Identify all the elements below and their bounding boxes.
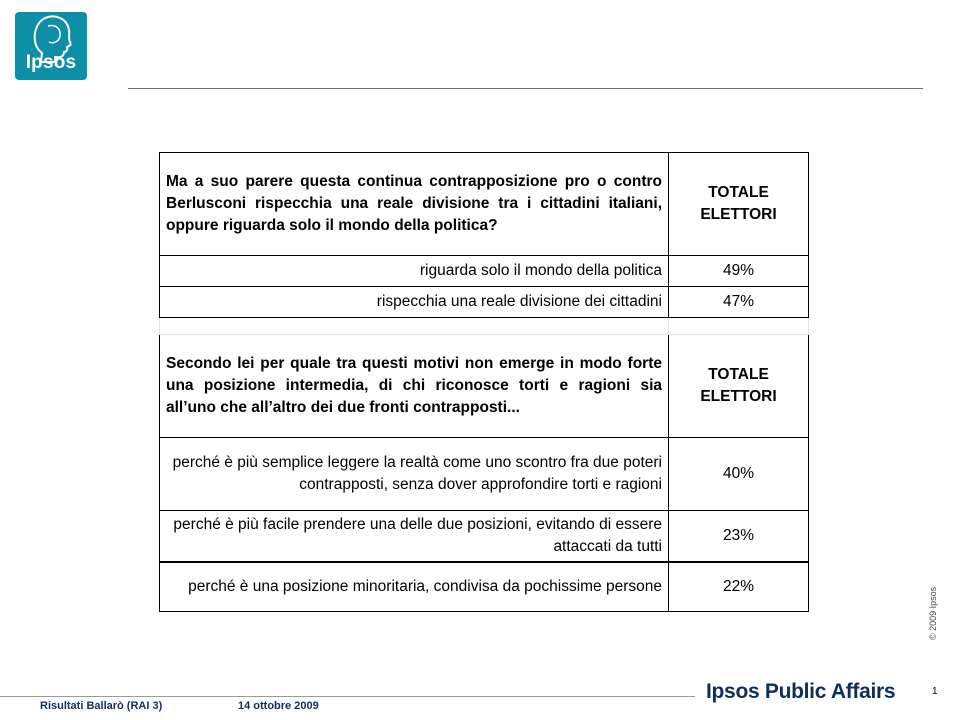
ipsos-logo: [15, 12, 87, 80]
page-number: 1: [932, 686, 938, 697]
table1-header-line2: ELETTORI: [700, 206, 777, 223]
table2-row3-label: perché è una posizione minoritaria, condivisa da pochissime persone: [160, 562, 669, 612]
table-row: [160, 511, 809, 563]
footer-source: Risultati Ballarò (RAI 3): [40, 700, 163, 712]
table2-row1-label: perché è più semplice leggere la realtà come uno scontro fra due poteri contrapposti, senza dover approfondire torti e ragioni: [160, 438, 669, 511]
footer-date: 14 ottobre 2009: [238, 700, 319, 712]
spacer-cell: [669, 318, 809, 335]
copyright-text: © 2009 Ipsos: [928, 586, 938, 640]
table-row: [160, 562, 809, 612]
table-row: [160, 256, 809, 287]
table2-row2-label: perché è più facile prendere una delle due posizioni, evitando di essere attaccati da tutti: [160, 511, 669, 563]
logo-text: Ipsos: [25, 52, 77, 73]
table2-row2-value: 23%: [669, 511, 809, 563]
table2-header-row: [160, 335, 809, 438]
poll-table: [159, 152, 809, 612]
table1-row1-value: 49%: [669, 256, 809, 287]
table2-question: Secondo lei per quale tra questi motivi non emerge in modo forte una posizione intermedia, di chi riconosce torti e ragioni sia all’uno che all’altro dei due fronti contrapposti...: [160, 335, 669, 438]
table2-header-line2: ELETTORI: [700, 388, 777, 405]
table1-total-header: [669, 153, 809, 256]
table-row: [160, 438, 809, 511]
table2-header-line1: TOTALE: [708, 366, 769, 383]
table1-row2-value: 47%: [669, 287, 809, 318]
header-divider: [128, 88, 923, 89]
footer-divider: [0, 696, 695, 697]
footer-brand: Ipsos Public Affairs: [706, 680, 896, 703]
spacer-cell: [160, 318, 669, 335]
table2-total-header: [669, 335, 809, 438]
table-spacer-row: [160, 318, 809, 335]
table-row: [160, 287, 809, 318]
table1-question: Ma a suo parere questa continua contrapposizione pro o contro Berlusconi rispecchia una reale divisione tra i cittadini italiani, oppure riguarda solo il mondo della politica?: [160, 153, 669, 256]
table1-row2-label: rispecchia una reale divisione dei cittadini: [160, 287, 669, 318]
table1-header-row: [160, 153, 809, 256]
table2-row3-value: 22%: [669, 562, 809, 612]
table2-row1-value: 40%: [669, 438, 809, 511]
table1-row1-label: riguarda solo il mondo della politica: [160, 256, 669, 287]
table1-header-line1: TOTALE: [708, 184, 769, 201]
